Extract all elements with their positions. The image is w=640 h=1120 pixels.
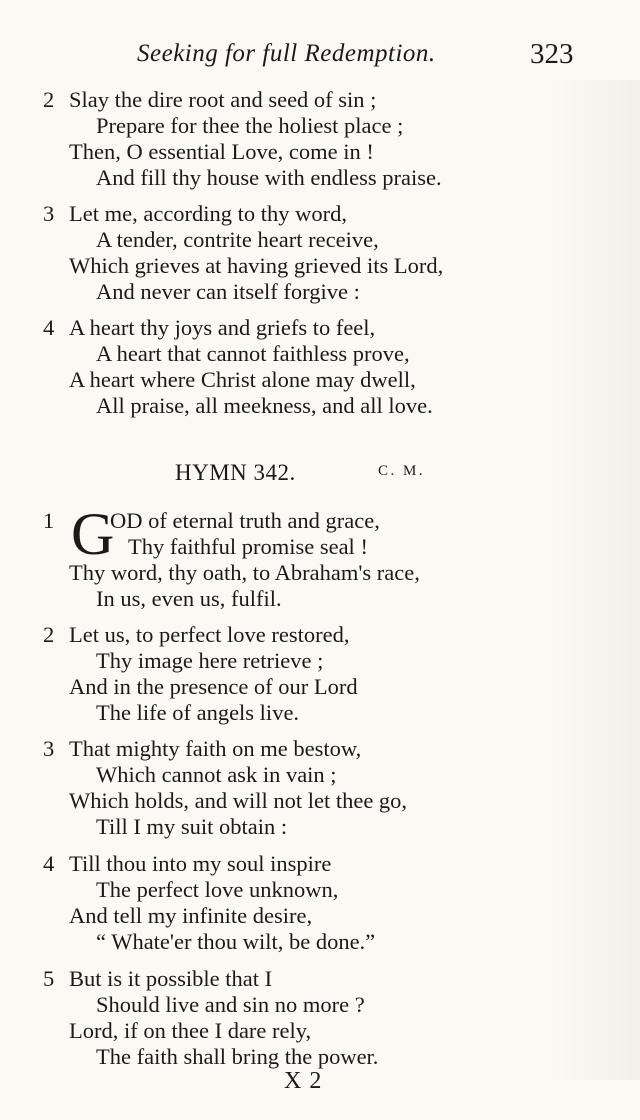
verse-line: Should live and sin no more ? <box>96 992 365 1017</box>
drop-cap: G <box>71 501 115 567</box>
verse-line: Thy faithful promise seal ! <box>128 534 368 559</box>
hymn-heading: HYMN 342. <box>175 460 296 485</box>
verse-line: Which holds, and will not let thee go, <box>69 788 408 813</box>
verse-line: Till thou into my soul inspire <box>69 851 332 876</box>
verse-line: A heart that cannot faithless prove, <box>96 341 410 366</box>
page-number: 323 <box>530 38 574 70</box>
stanza-number: 2 <box>43 87 55 112</box>
running-head <box>0 38 640 72</box>
verse-line: Slay the dire root and seed of sin ; <box>69 87 377 112</box>
verse-line: Lord, if on thee I dare rely, <box>69 1018 312 1043</box>
stanza-number: 4 <box>43 851 55 876</box>
verse-line: Till I my suit obtain : <box>96 814 288 839</box>
stanza-number: 5 <box>43 966 55 991</box>
verse-line: Which grieves at having grieved its Lord, <box>69 253 444 278</box>
show-through-shadow <box>550 80 640 1080</box>
verse-line: But is it possible that I <box>69 966 273 991</box>
verse-line: A tender, contrite heart receive, <box>96 227 379 252</box>
verse-line: Then, O essential Love, come in ! <box>69 139 374 164</box>
verse-line: All praise, all meekness, and all love. <box>96 393 433 418</box>
running-title: Seeking for full Redemption. <box>137 40 436 67</box>
verse-line: Thy word, thy oath, to Abraham's race, <box>69 560 420 585</box>
stanza-number: 4 <box>43 315 55 340</box>
verse-line: A heart thy joys and griefs to feel, <box>69 315 376 340</box>
stanza-number: 2 <box>43 622 55 647</box>
verse-line: Which cannot ask in vain ; <box>96 762 337 787</box>
verse-line: And in the presence of our Lord <box>69 674 358 699</box>
signature-mark: X 2 <box>284 1068 323 1094</box>
verse-line: “ Whate'er thou wilt, be done.” <box>96 929 376 954</box>
verse-line: That mighty faith on me bestow, <box>69 736 362 761</box>
verse-line: And tell my infinite desire, <box>69 903 313 928</box>
verse-line: And never can itself forgive : <box>96 279 360 304</box>
verse-line: OD of eternal truth and grace, <box>110 508 380 533</box>
verse-line: Thy image here retrieve ; <box>96 648 324 673</box>
hymn-meter: C. M. <box>378 463 426 479</box>
verse-line: The life of angels live. <box>96 700 300 725</box>
verse-line: Prepare for thee the holiest place ; <box>96 113 404 138</box>
verse-line: The faith shall bring the power. <box>96 1044 379 1069</box>
verse-line: Let me, according to thy word, <box>69 201 348 226</box>
verse-line: Let us, to perfect love restored, <box>69 622 350 647</box>
verse-line: In us, even us, fulfil. <box>96 586 282 611</box>
stanza-number: 3 <box>43 736 55 761</box>
verse-line: A heart where Christ alone may dwell, <box>69 367 416 392</box>
stanza-number: 1 <box>43 508 55 533</box>
verse-line: And fill thy house with endless praise. <box>96 165 442 190</box>
verse-line: The perfect love unknown, <box>96 877 339 902</box>
stanza-number: 3 <box>43 201 55 226</box>
